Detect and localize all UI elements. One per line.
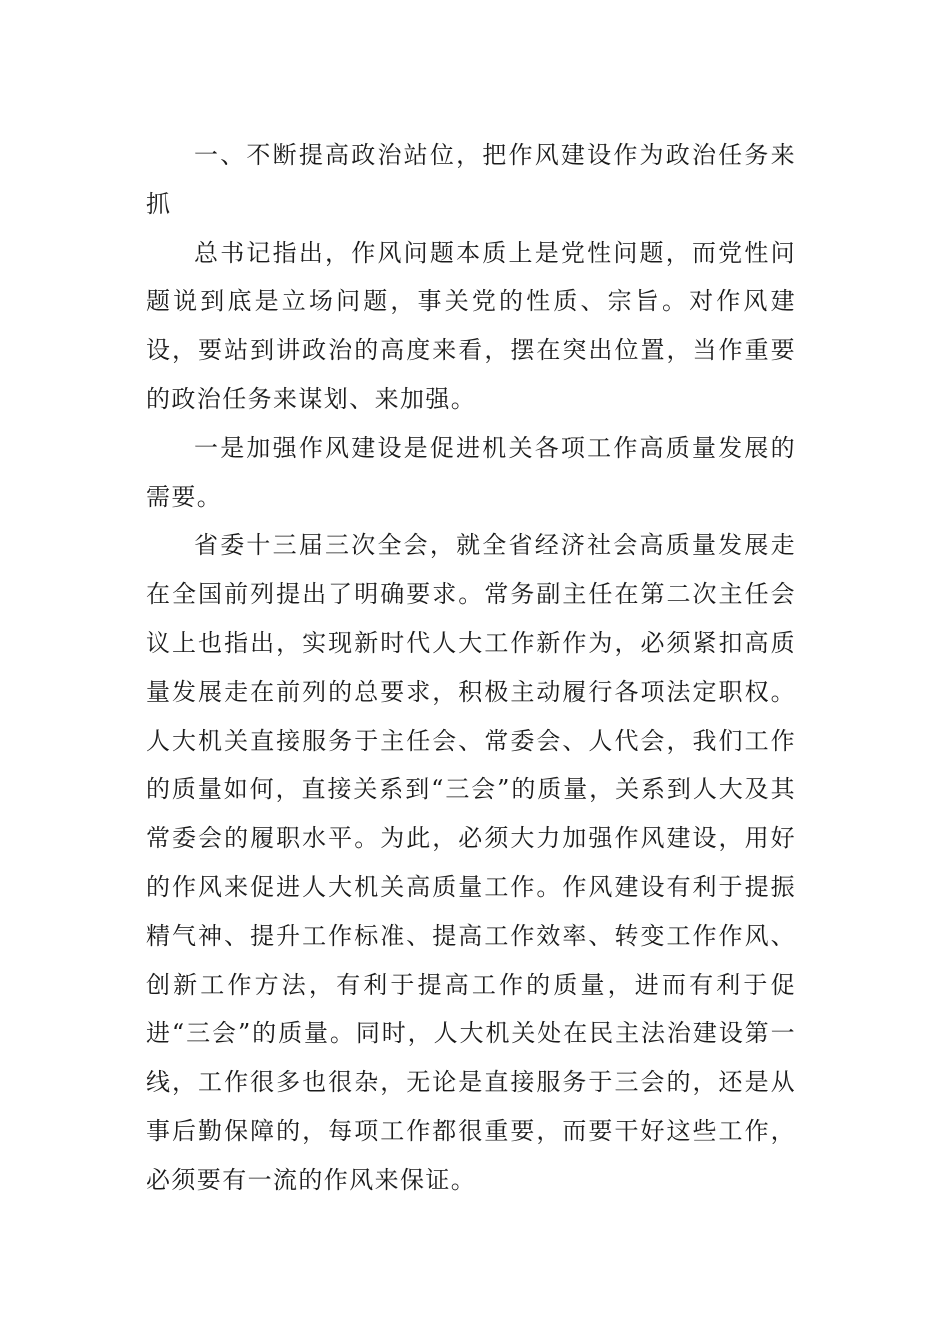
body-paragraph: 总书记指出，作风问题本质上是党性问题，而党性问题说到底是立场问题，事关党的性质、宗旨。对作风建设，要站到讲政治的高度来看，摆在突出位置，当作重要的政治任务来谋划、来加强。 [146, 238, 796, 413]
section-heading: 一、不断提高政治站位，把作风建设作为政治任务来抓 [146, 141, 796, 218]
body-paragraph: 省委十三届三次全会，就全省经济社会高质量发展走在全国前列提出了明确要求。常务副主任在第二次主任会议上也指出，实现新时代人大工作新作为，必须紧扣高质量发展走在前列的总要求，积极主动履行各项法定职权。人大机关直接服务于主任会、常委会、人代会，我们工作的质量如何，直接关系到“三会”的质量，关系到人大及其常委会的履职水平。为此，必须大力加强作风建设，用好的作风来促进人大机关高质量工作。作风建设有利于提振精气神、提升工作标准、提高工作效率、转变工作作风、创新工作方法，有利于提高工作的质量，进而有利于促进“三会”的质量。同时，人大机关处在民主法治建设第一线，工作很多也很杂，无论是直接服务于三会的，还是从事后勤保障的，每项工作都很重要，而要干好这些工作，必须要有一流的作风来保证。 [146, 531, 796, 1194]
document-body [146, 131, 796, 1205]
subsection-heading: 一是加强作风建设是促进机关各项工作高质量发展的需要。 [146, 433, 796, 511]
